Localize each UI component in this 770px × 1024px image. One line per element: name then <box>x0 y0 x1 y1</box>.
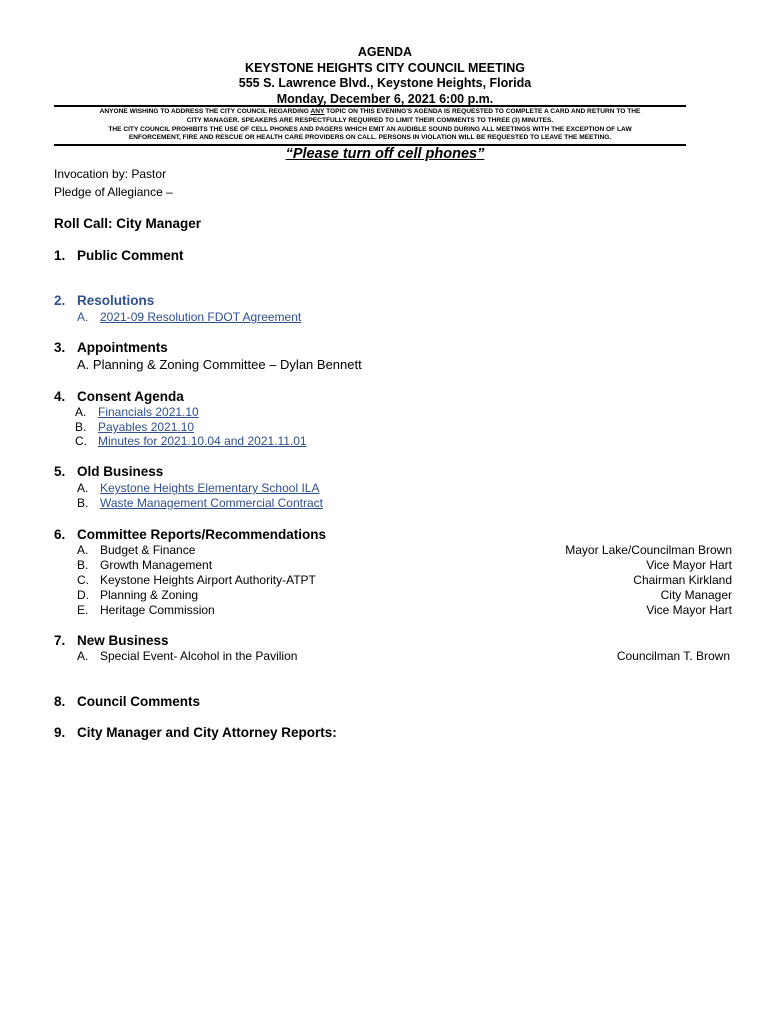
notice-line4: ENFORCEMENT, FIRE AND RESCUE OR HEALTH CARE PROVIDERS ON CALL. PERSONS IN VIOLATION WILL BE REQUESTED TO LEAVE THE MEETING. <box>128 134 612 142</box>
section-title: Appointments <box>77 340 168 355</box>
appointment-item-a: A. Planning & Zoning Committee – Dylan Bennett <box>77 357 362 372</box>
section-number: 5. <box>54 464 66 479</box>
section-public-comment <box>54 248 184 263</box>
committee-item-c-presenter: Chairman Kirkland <box>633 573 732 587</box>
committee-item-d <box>77 588 198 602</box>
notice-line1-underlined: ANY <box>310 108 325 115</box>
section-number: 9. <box>54 725 66 740</box>
resolution-fdot-link[interactable]: 2021-09 Resolution FDOT Agreement <box>100 310 302 324</box>
section-old-business <box>54 464 163 479</box>
section-new-business <box>54 633 169 648</box>
committee-item-d-presenter: City Manager <box>660 588 732 602</box>
committee-item-b-presenter: Vice Mayor Hart <box>646 558 732 572</box>
notice-line1-pre: ANYONE WISHING TO ADDRESS THE CITY COUNCIL REGARDING <box>99 108 311 115</box>
new-business-item-a <box>77 649 297 663</box>
financials-link[interactable]: Financials 2021.10 <box>98 405 199 419</box>
section-number: 8. <box>54 694 66 709</box>
item-letter: B. <box>77 496 89 510</box>
section-consent-agenda <box>54 389 184 404</box>
item-letter: A. <box>77 310 89 324</box>
notice-line1-post: TOPIC ON THIS EVENING'S AGENDA IS REQUESTED TO COMPLETE A CARD AND RETURN TO THE <box>324 108 641 115</box>
section-city-manager-attorney-reports <box>54 725 337 740</box>
resolution-item-a[interactable] <box>77 310 301 324</box>
item-text: Planning & Zoning <box>100 588 199 602</box>
section-number: 4. <box>54 389 66 404</box>
section-committee-reports <box>54 527 326 542</box>
section-number: 2. <box>54 293 66 308</box>
old-business-item-a[interactable] <box>77 481 319 495</box>
committee-item-b <box>77 558 212 572</box>
section-council-comments <box>54 694 200 709</box>
section-resolutions <box>54 293 154 308</box>
section-number: 3. <box>54 340 66 355</box>
section-title: Consent Agenda <box>77 389 184 404</box>
section-title: Old Business <box>77 464 164 479</box>
item-letter: A. <box>77 649 89 663</box>
item-letter: B. <box>77 558 89 572</box>
waste-management-contract-link[interactable]: Waste Management Commercial Contract <box>100 496 323 510</box>
item-letter: D. <box>77 588 89 602</box>
minutes-link[interactable]: Minutes for 2021.10.04 and 2021.11.01 <box>98 434 307 448</box>
pledge: Pledge of Allegiance – <box>54 185 173 199</box>
committee-item-e-presenter: Vice Mayor Hart <box>646 603 732 617</box>
section-title: City Manager and City Attorney Reports: <box>77 725 337 740</box>
notice-line3: THE CITY COUNCIL PROHIBITS THE USE OF CELL PHONES AND PAGERS WHICH EMIT AN AUDIBLE SOUND DURING ALL MEETINGS WITH THE EXCEPTION OF LAW <box>108 125 632 133</box>
item-text: Heritage Commission <box>100 603 215 617</box>
committee-item-a <box>77 543 195 557</box>
item-text: Special Event- Alcohol in the Pavilion <box>100 649 298 663</box>
item-text: Budget & Finance <box>100 543 196 557</box>
agenda-header <box>0 45 770 107</box>
item-text: Growth Management <box>100 558 213 572</box>
cell-phone-notice: “Please turn off cell phones” <box>285 146 485 162</box>
item-letter: C. <box>77 573 89 587</box>
new-business-item-a-presenter: Councilman T. Brown <box>616 649 730 663</box>
header-title: AGENDA <box>357 45 413 59</box>
old-business-item-b[interactable] <box>77 496 323 510</box>
public-notice <box>54 108 686 143</box>
consent-item-b[interactable] <box>75 420 194 434</box>
item-letter: C. <box>75 434 87 448</box>
payables-link[interactable]: Payables 2021.10 <box>98 420 195 434</box>
section-number: 1. <box>54 248 66 263</box>
committee-item-a-presenter: Mayor Lake/Councilman Brown <box>565 543 732 557</box>
roll-call: Roll Call: City Manager <box>54 216 202 231</box>
header-address: 555 S. Lawrence Blvd., Keystone Heights, Florida <box>238 76 532 90</box>
section-title: Public Comment <box>77 248 184 263</box>
item-letter: A. <box>75 405 87 419</box>
section-title: Council Comments <box>77 694 201 709</box>
consent-item-c[interactable] <box>75 434 307 448</box>
section-title: Resolutions <box>77 293 155 308</box>
header-divider-top <box>54 105 686 107</box>
item-letter: B. <box>75 420 87 434</box>
item-letter: E. <box>77 603 89 617</box>
item-text: Keystone Heights Airport Authority-ATPT <box>100 573 316 587</box>
section-title: Committee Reports/Recommendations <box>77 527 327 542</box>
notice-line2: CITY MANAGER. SPEAKERS ARE RESPECTFULLY REQUIRED TO LIMIT THEIR COMMENTS TO THREE (3) MINUTES. <box>186 116 554 124</box>
elementary-school-ila-link[interactable]: Keystone Heights Elementary School ILA <box>100 481 320 495</box>
item-letter: A. <box>77 543 89 557</box>
header-meeting-name: KEYSTONE HEIGHTS CITY COUNCIL MEETING <box>245 60 525 75</box>
section-number: 7. <box>54 633 66 648</box>
header-date: Monday, December 6, 2021 6:00 p.m. <box>276 91 494 106</box>
section-appointments <box>54 340 168 355</box>
committee-item-c <box>77 573 316 587</box>
item-letter: A. <box>77 481 89 495</box>
invocation: Invocation by: Pastor <box>54 167 167 181</box>
consent-item-a[interactable] <box>75 405 199 419</box>
section-number: 6. <box>54 527 66 542</box>
committee-item-e <box>77 603 215 617</box>
section-title: New Business <box>77 633 169 648</box>
